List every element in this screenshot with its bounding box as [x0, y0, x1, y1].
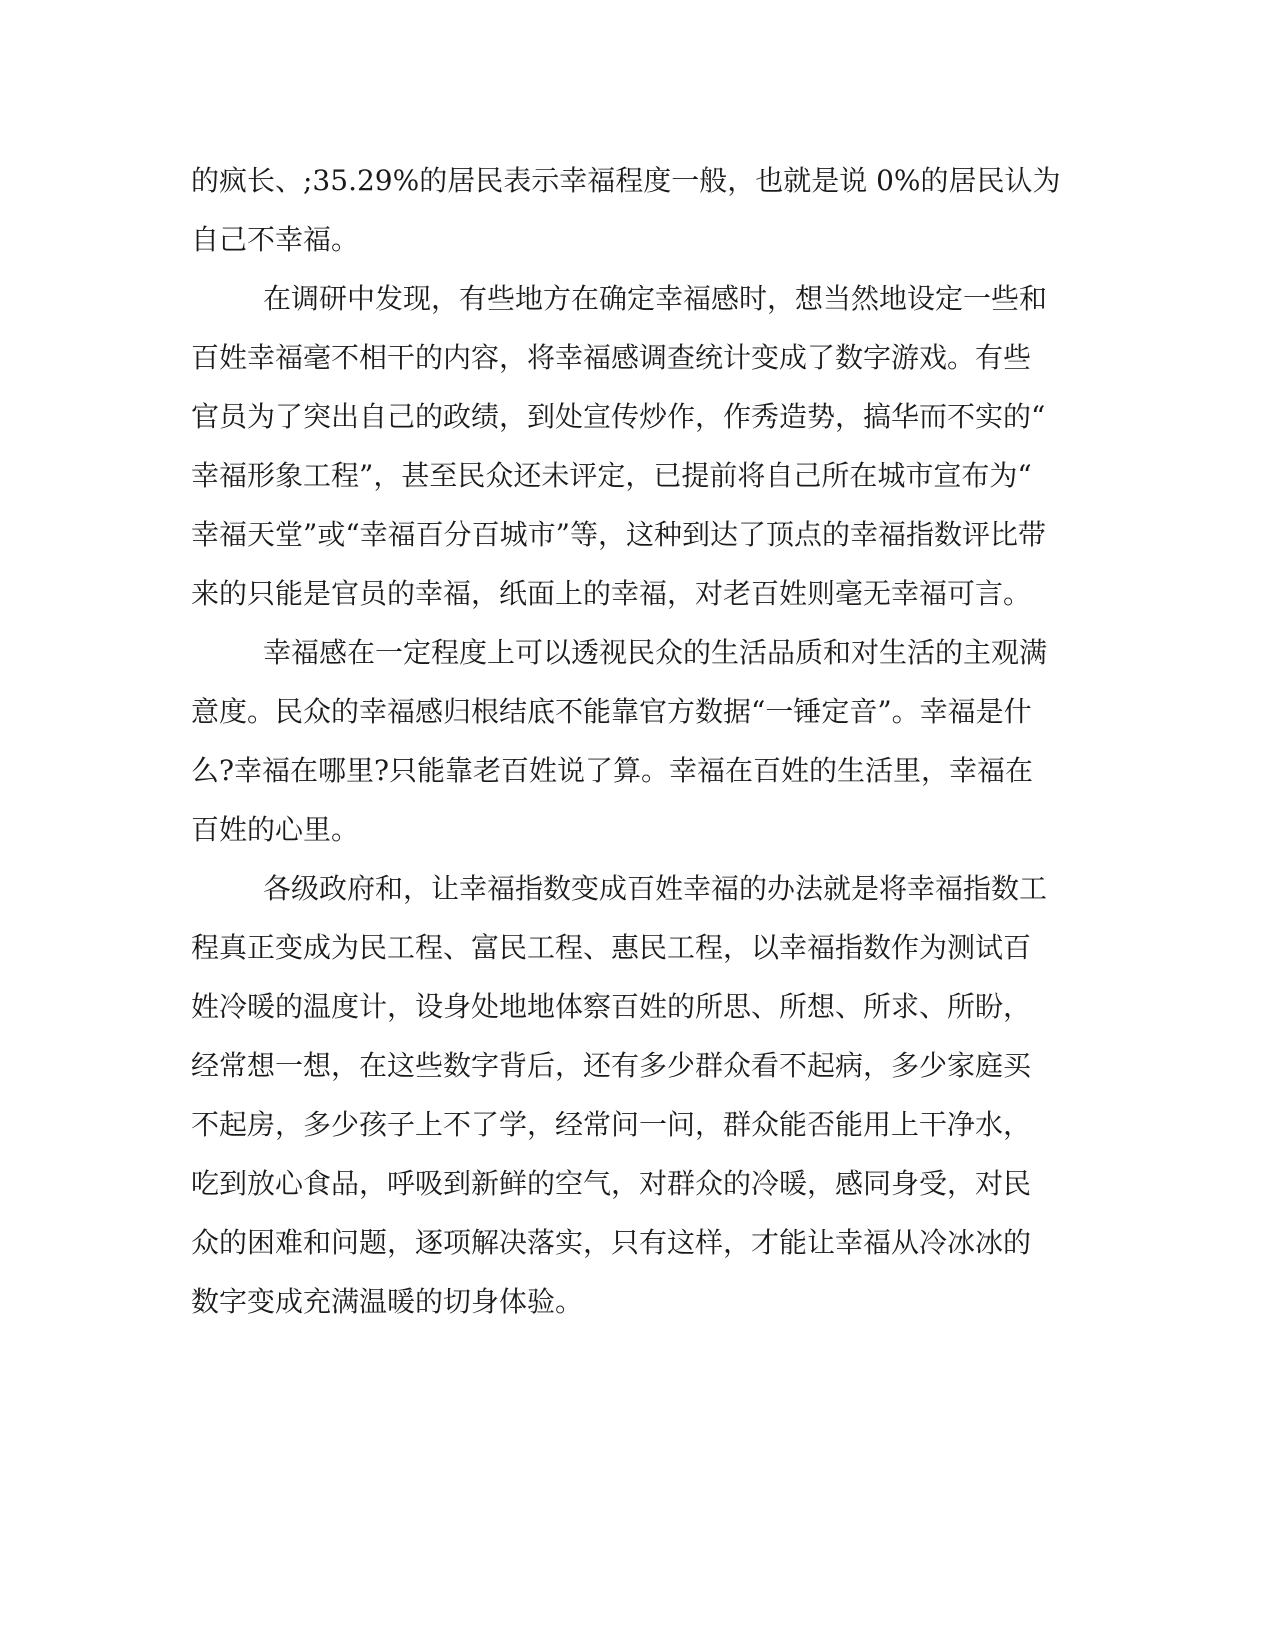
paragraph-4-line-2: 程真正变成为民工程、富民工程、惠民工程，以幸福指数作为测试百 — [191, 931, 1032, 964]
paragraph-4-line-1: 各级政府和，让幸福指数变成百姓幸福的办法就是将幸福指数工 — [263, 872, 1048, 905]
paragraph-3-line-2: 意度。民众的幸福感归根结底不能靠官方数据“一锤定音”。幸福是什 — [191, 695, 1032, 728]
paragraph-4-line-6: 吃到放心食品，呼吸到新鲜的空气，对群众的冷暖，感同身受，对民 — [191, 1167, 1032, 1200]
paragraph-2-line-6: 来的只能是官员的幸福，纸面上的幸福，对老百姓则毫无幸福可言。 — [191, 577, 1032, 610]
paragraph-4-line-7: 众的困难和问题，逐项解决落实，只有这样，才能让幸福从冷冰冰的 — [191, 1226, 1032, 1259]
paragraph-4-line-8: 数字变成充满温暖的切身体验。 — [191, 1285, 584, 1318]
paragraph-3-line-1: 幸福感在一定程度上可以透视民众的生活品质和对生活的主观满 — [263, 636, 1048, 669]
paragraph-1-line-1: 的疯长、;35.29%的居民表示幸福程度一般，也就是说 0%的居民认为 — [191, 164, 1061, 197]
paragraph-2-line-1: 在调研中发现，有些地方在确定幸福感时，想当然地设定一些和 — [263, 282, 1048, 315]
paragraph-2-line-3: 官员为了突出自己的政绩，到处宣传炒作，作秀造势，搞华而不实的“ — [191, 400, 1046, 433]
paragraph-3-line-3: 么?幸福在哪里?只能靠老百姓说了算。幸福在百姓的生活里，幸福在 — [191, 754, 1034, 787]
paragraph-4-line-4: 经常想一想，在这些数字背后，还有多少群众看不起病，多少家庭买 — [191, 1049, 1032, 1082]
paragraph-3-line-4: 百姓的心里。 — [191, 813, 360, 846]
paragraph-4-line-5: 不起房，多少孩子上不了学，经常问一问，群众能否能用上干净水， — [191, 1108, 1032, 1141]
paragraph-4-line-3: 姓冷暖的温度计，设身处地地体察百姓的所思、所想、所求、所盼， — [191, 990, 1032, 1023]
paragraph-2-line-5: 幸福天堂”或“幸福百分百城市”等，这种到达了顶点的幸福指数评比带 — [191, 518, 1046, 551]
paragraph-1-line-2: 自己不幸福。 — [191, 223, 360, 256]
paragraph-2-line-2: 百姓幸福毫不相干的内容，将幸福感调查统计变成了数字游戏。有些 — [191, 341, 1032, 374]
paragraph-2-line-4: 幸福形象工程”，甚至民众还未评定，已提前将自己所在城市宣布为“ — [191, 459, 1032, 492]
